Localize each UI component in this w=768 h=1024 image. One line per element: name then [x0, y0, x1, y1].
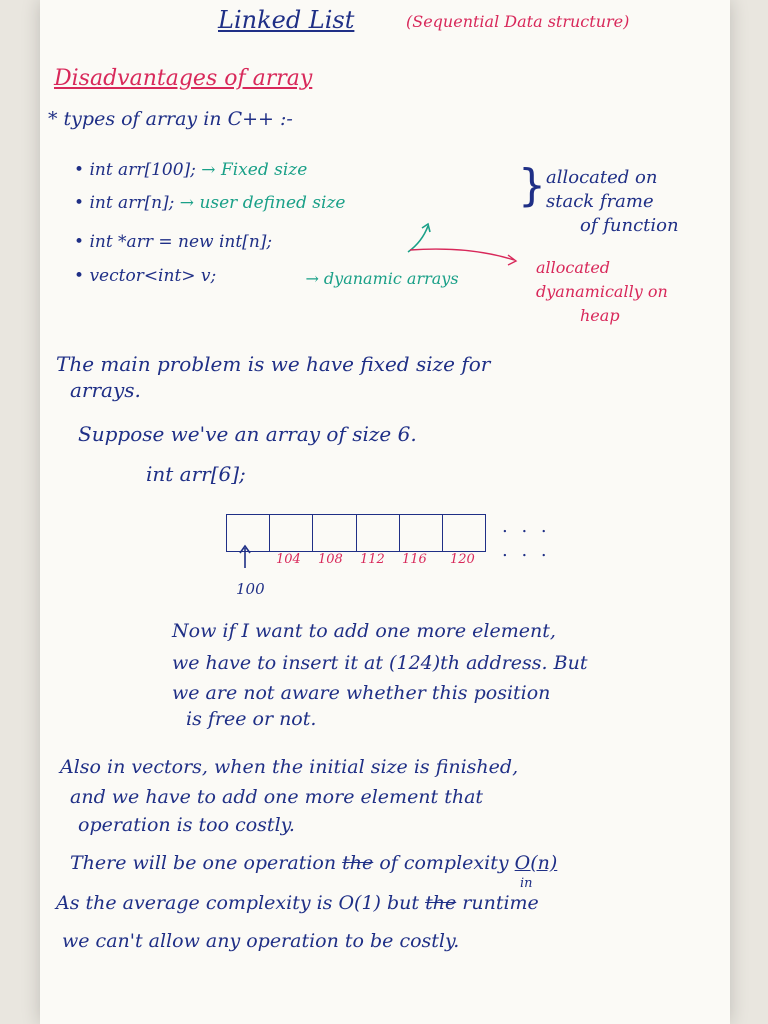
heap-note-line: heap — [580, 306, 620, 325]
curly-brace-icon: } — [518, 160, 546, 211]
array-type-code: int arr[100]; — [89, 160, 196, 180]
stack-note-line: of function — [580, 215, 679, 236]
stack-note — [546, 166, 679, 238]
bullet: • — [74, 160, 90, 180]
text-run: As the average complexity is O(1) but — [56, 892, 420, 914]
paragraph-line — [56, 892, 539, 914]
array-type-item — [74, 193, 345, 213]
heap-note — [536, 256, 668, 328]
heap-note-line: dyanamically on — [536, 282, 668, 301]
array-type-note: → Fixed size — [201, 160, 308, 180]
inserted-word: in — [520, 876, 533, 891]
array-cell — [269, 514, 312, 552]
address-label: 120 — [450, 552, 475, 567]
paragraph-line: we are not aware whether this position — [172, 682, 551, 704]
struck-text: the — [425, 892, 457, 914]
paragraph-line: is free or not. — [186, 708, 317, 730]
array-type-item — [74, 160, 307, 180]
struck-text: the — [342, 852, 374, 874]
types-heading: * types of array in C++ :- — [48, 108, 293, 130]
continuation-dots: . . . — [502, 540, 551, 561]
bullet: • — [74, 232, 90, 252]
bullet: • — [74, 193, 90, 213]
paragraph-line: arrays. — [70, 378, 141, 402]
array-cell — [312, 514, 355, 552]
continuation-dots: . . . — [502, 516, 551, 537]
notebook-page — [40, 0, 730, 1024]
complexity-label: O(n) — [514, 852, 558, 874]
text-run: of complexity — [379, 852, 509, 874]
paragraph-line: operation is too costly. — [78, 814, 295, 836]
paragraph-line: Suppose we've an array of size 6. — [78, 422, 417, 446]
bullet: • — [74, 266, 90, 286]
paragraph-line — [70, 852, 557, 874]
text-run: runtime — [462, 892, 539, 914]
array-type-item — [74, 232, 272, 252]
array-cell — [356, 514, 399, 552]
paragraph-line: and we have to add one more element that — [70, 786, 484, 808]
page-subtitle: (Sequential Data structure) — [406, 12, 630, 31]
paragraph-line: Also in vectors, when the initial size is finished, — [60, 756, 519, 778]
declaration-line: int arr[6]; — [146, 462, 246, 486]
array-type-item — [74, 266, 216, 286]
array-type-code: int arr[n]; — [89, 193, 175, 213]
address-label: 112 — [360, 552, 385, 567]
array-type-code: int *arr = new int[n]; — [89, 232, 273, 252]
paragraph-line: we have to insert it at (124)th address. But — [172, 652, 588, 674]
paragraph-line: Now if I want to add one more element, — [172, 620, 556, 642]
array-cell — [399, 514, 442, 552]
address-label: 108 — [318, 552, 343, 567]
stack-note-line: stack frame — [546, 191, 654, 212]
page-title: Linked List — [218, 6, 355, 34]
array-diagram — [226, 514, 486, 552]
paragraph-line: The main problem is we have fixed size for — [56, 352, 491, 376]
section-heading: Disadvantages of array — [54, 66, 313, 91]
address-label: 116 — [402, 552, 427, 567]
heap-note-line: allocated — [536, 258, 611, 277]
text-run: There will be one operation — [70, 852, 337, 874]
array-type-code: vector<int> v; — [89, 266, 217, 286]
address-label: 104 — [276, 552, 301, 567]
paragraph-line: we can't allow any operation to be costly. — [62, 930, 460, 952]
array-cell — [226, 514, 269, 552]
dynamic-arrays-note: → dyanamic arrays — [305, 269, 459, 288]
array-type-note: → user defined size — [179, 193, 346, 213]
start-address-label: 100 — [236, 580, 265, 598]
stack-note-line: allocated on — [546, 167, 658, 188]
array-cell — [442, 514, 486, 552]
